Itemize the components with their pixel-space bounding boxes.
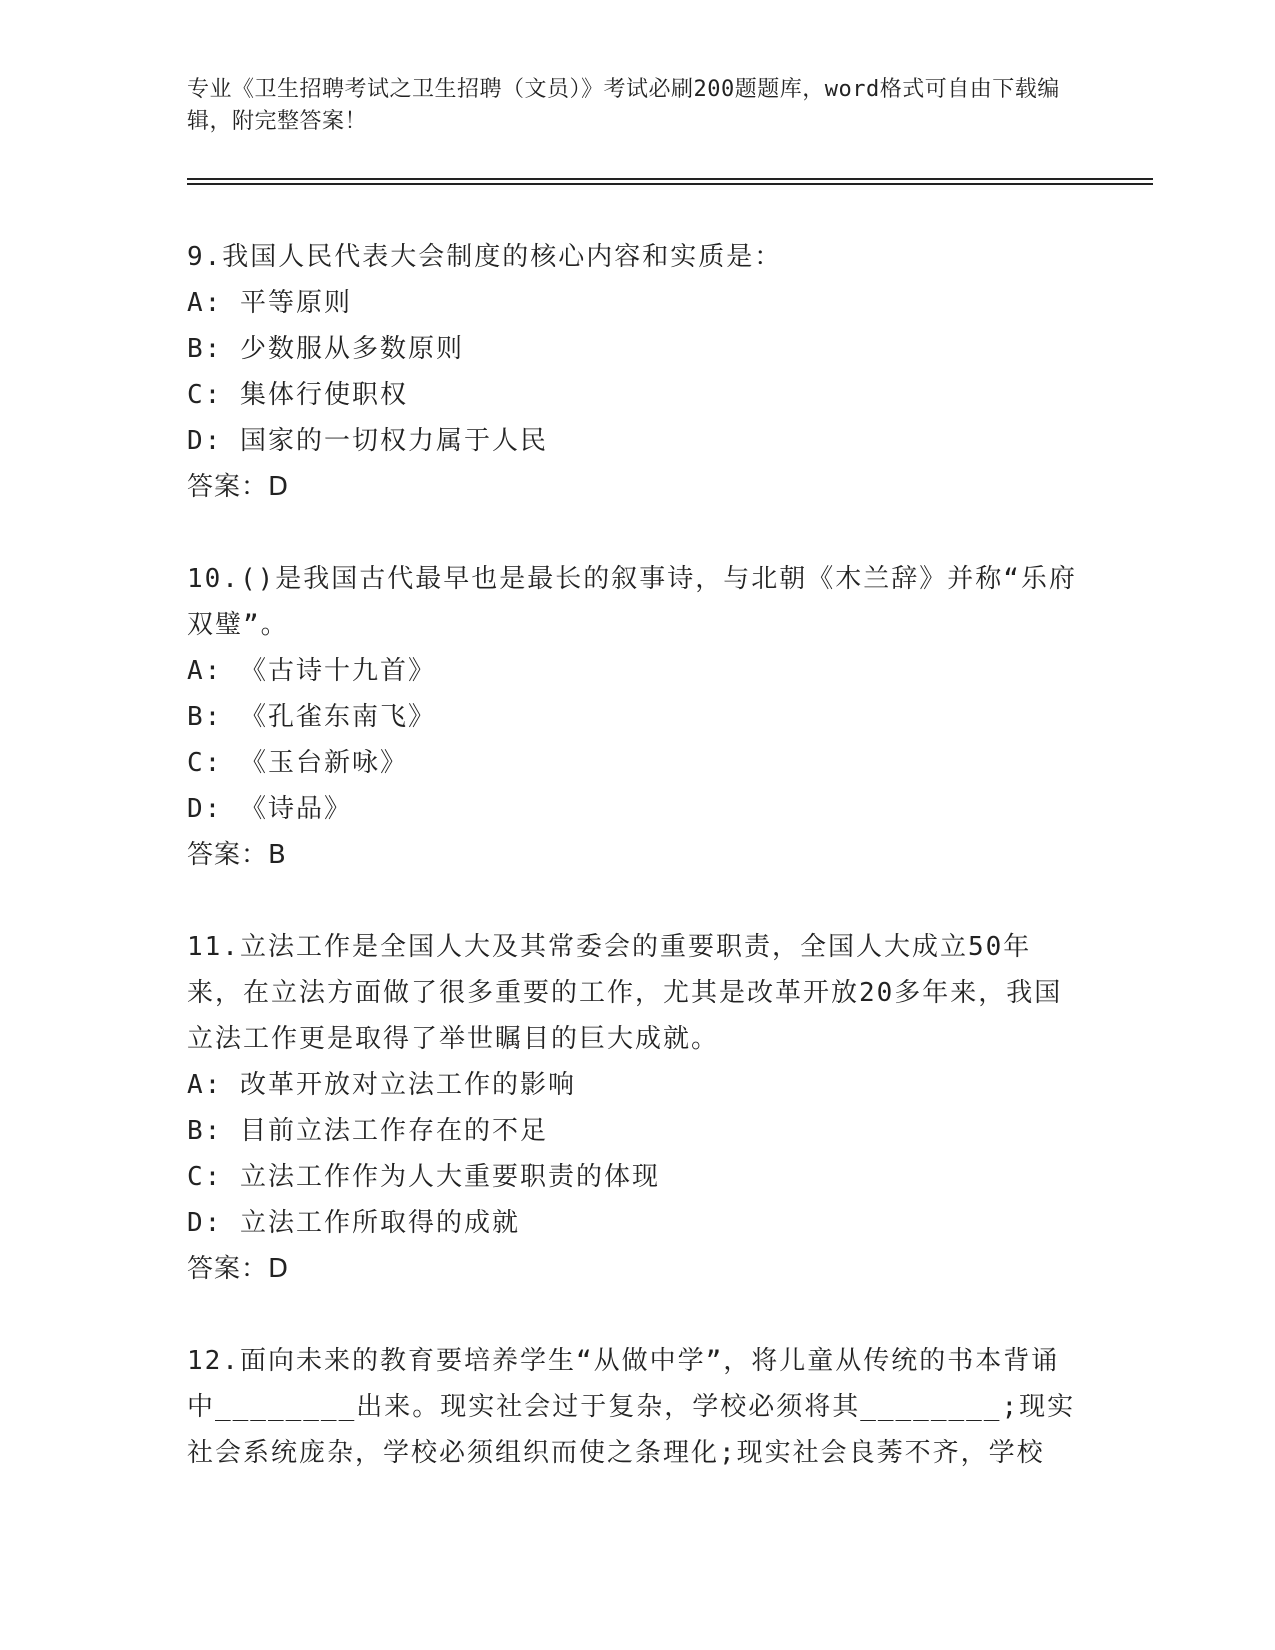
header-divider-top — [187, 178, 1153, 180]
header-divider-bottom — [187, 183, 1153, 185]
question-list — [187, 234, 1077, 1522]
question-stem: 11.立法工作是全国人大及其常委会的重要职责，全国人大成立50年来，在立法方面做了很多重要的工作，尤其是改革开放20多年来，我国立法工作更是取得了举世瞩目的巨大成就。 — [187, 932, 1063, 1054]
question-9 — [187, 234, 1077, 510]
option-c: C: 集体行使职权 — [187, 380, 408, 410]
question-stem: 10.()是我国古代最早也是最长的叙事诗，与北朝《木兰辞》并称“乐府双璧”。 — [187, 564, 1077, 640]
question-10 — [187, 556, 1077, 878]
question-stem: 9.我国人民代表大会制度的核心内容和实质是： — [187, 242, 783, 272]
option-a: A: 改革开放对立法工作的影响 — [187, 1070, 576, 1100]
option-a: A: 平等原则 — [187, 288, 352, 318]
option-c: C: 《玉台新咏》 — [187, 748, 408, 778]
option-d: D: 《诗品》 — [187, 794, 352, 824]
question-12 — [187, 1338, 1077, 1476]
option-b: B: 目前立法工作存在的不足 — [187, 1116, 548, 1146]
answer-line: 答案：D — [187, 472, 290, 502]
option-a: A: 《古诗十九首》 — [187, 656, 436, 686]
answer-line: 答案：B — [187, 840, 287, 870]
option-b: B: 少数服从多数原则 — [187, 334, 464, 364]
document-header — [187, 74, 1067, 138]
option-d: D: 立法工作所取得的成就 — [187, 1208, 520, 1238]
header-text: 专业《卫生招聘考试之卫生招聘（文员）》考试必刷200题题库，word格式可自由下载编辑，附完整答案！ — [187, 77, 1060, 134]
question-stem: 12.面向未来的教育要培养学生“从做中学”，将儿童从传统的书本背诵中________出来。现实社会过于复杂，学校必须将其________;现实社会系统庞杂，学校必须组织而使之条理化;现实社会良莠不齐，学校 — [187, 1346, 1076, 1468]
question-11 — [187, 924, 1077, 1292]
option-d: D: 国家的一切权力属于人民 — [187, 426, 548, 456]
option-b: B: 《孔雀东南飞》 — [187, 702, 436, 732]
option-c: C: 立法工作作为人大重要职责的体现 — [187, 1162, 660, 1192]
answer-line: 答案：D — [187, 1254, 290, 1284]
